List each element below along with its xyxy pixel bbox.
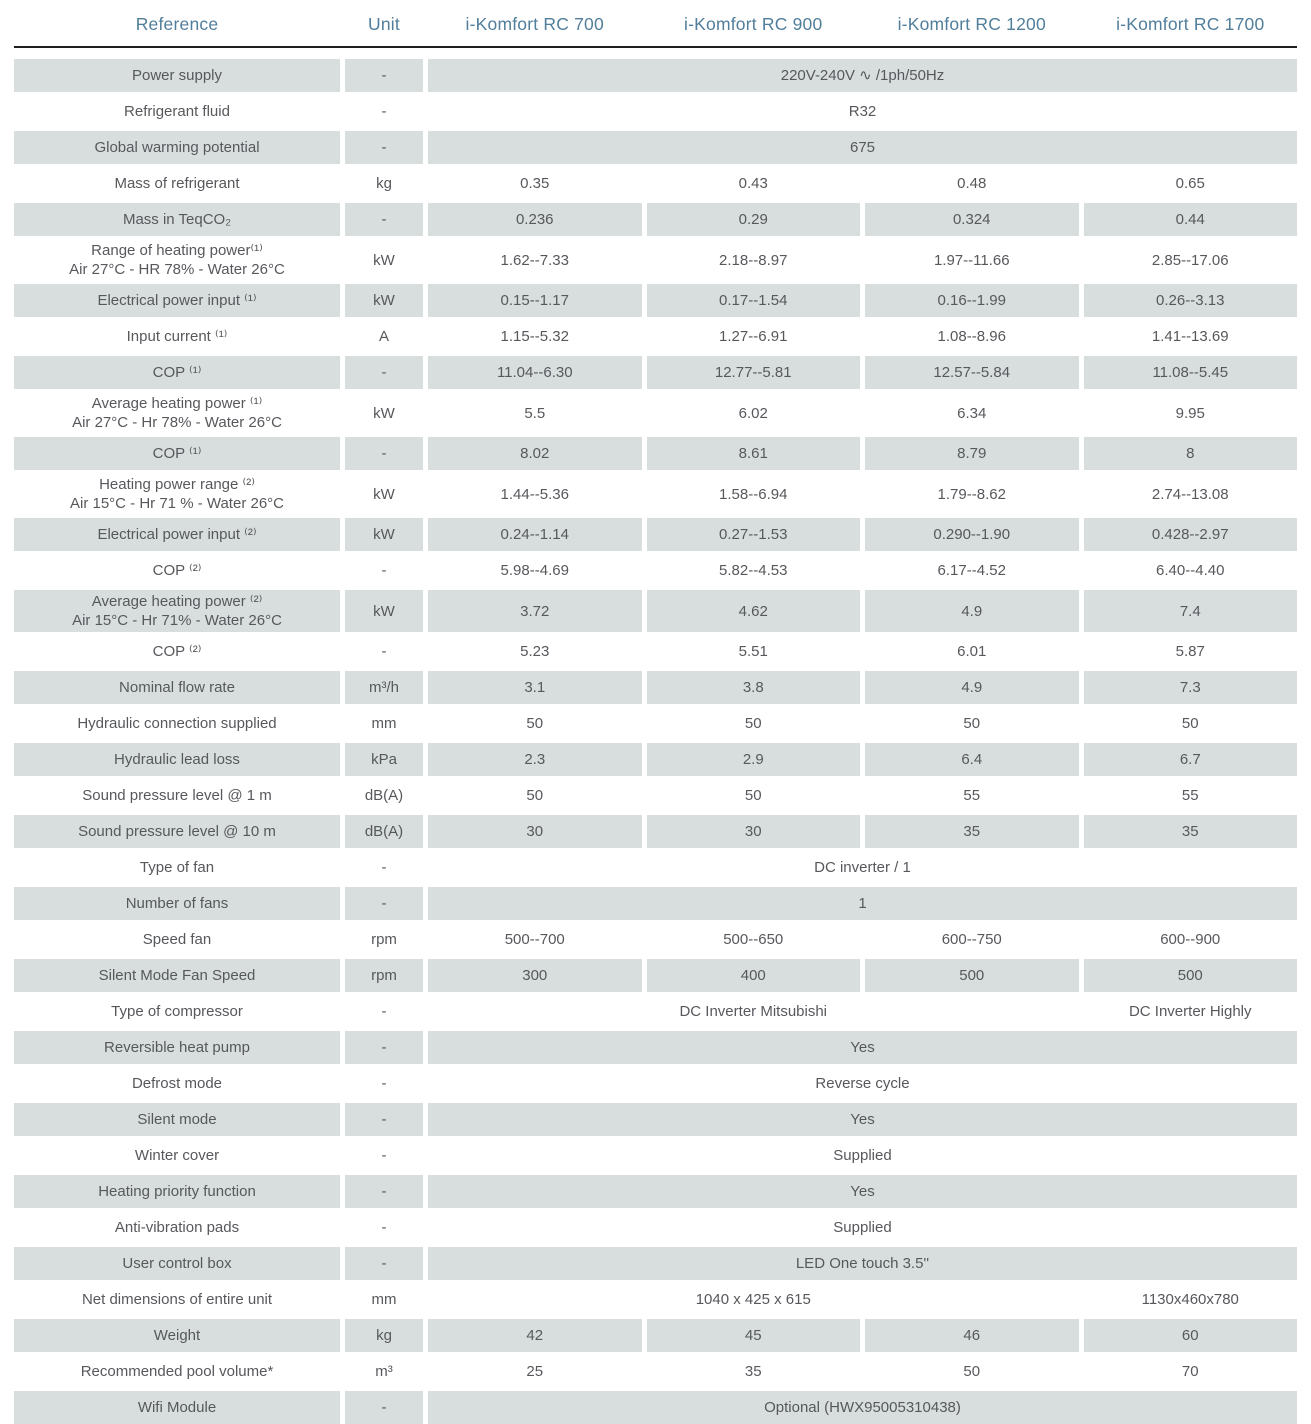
table-row	[14, 437, 1297, 470]
row-label	[14, 887, 340, 920]
row-label-line1: Sound pressure level @ 1 m	[82, 787, 272, 804]
row-value: 25	[526, 1363, 544, 1380]
row-value: 0.65	[1175, 175, 1205, 192]
row-label-line1: Power supply	[131, 67, 223, 84]
row-value: 6.34	[957, 404, 987, 422]
row-value: 2.85--17.06	[1151, 251, 1229, 269]
row-unit: -	[345, 437, 423, 470]
table-row	[14, 554, 1297, 587]
row-value: 1.15--5.32	[500, 328, 569, 345]
row-label	[14, 1175, 340, 1208]
row-value: 11.04--6.30	[428, 356, 642, 389]
row-value: 5.87	[1175, 643, 1205, 660]
row-unit: kW	[373, 485, 395, 503]
column-header-unit: Unit	[368, 13, 400, 34]
table-row	[14, 167, 1297, 200]
row-value: 30	[647, 815, 861, 848]
row-value: 60	[1084, 1319, 1298, 1352]
table-row	[14, 923, 1297, 956]
row-value: 50	[526, 787, 544, 804]
row-label-line1: Average heating power ⁽¹⁾	[91, 395, 263, 412]
row-unit: kW	[345, 518, 423, 551]
row-label	[14, 1319, 340, 1352]
row-label-line1: Mass in TeqCO₂	[122, 211, 232, 228]
row-value: 0.428--2.97	[1084, 518, 1298, 551]
row-label	[14, 1211, 340, 1244]
row-unit: -	[381, 1219, 387, 1236]
row-unit: -	[381, 562, 387, 579]
row-value: 500	[1084, 959, 1298, 992]
table-row	[14, 671, 1297, 704]
row-unit: m³	[375, 1363, 393, 1380]
row-unit: kPa	[345, 743, 423, 776]
row-value: 1.62--7.33	[500, 251, 569, 269]
row-unit: kg	[345, 1319, 423, 1352]
table-row	[14, 1067, 1297, 1100]
row-value: 46	[865, 1319, 1079, 1352]
table-row	[14, 95, 1297, 128]
row-value: 500	[865, 959, 1079, 992]
row-label-line1: Speed fan	[142, 931, 212, 948]
table-row	[14, 851, 1297, 884]
row-unit: -	[381, 1003, 387, 1020]
row-label	[14, 356, 340, 389]
row-value: 5.51	[738, 643, 768, 660]
row-label	[14, 923, 340, 956]
row-unit: -	[345, 1391, 423, 1424]
row-label-line1: Winter cover	[134, 1147, 220, 1164]
row-label	[14, 707, 340, 740]
row-label-line1: Wifi Module	[137, 1399, 217, 1416]
row-value: 8.79	[865, 437, 1079, 470]
row-value: 2.9	[647, 743, 861, 776]
row-unit: -	[345, 1175, 423, 1208]
table-row	[14, 518, 1297, 551]
row-value: 0.43	[738, 175, 768, 192]
row-label	[14, 635, 340, 668]
row-value: 0.324	[865, 203, 1079, 236]
row-value: 4.62	[647, 590, 861, 632]
row-value: 2.3	[428, 743, 642, 776]
row-label-line1: COP ⁽²⁾	[152, 562, 202, 579]
row-value-merged: Supplied	[833, 1219, 892, 1236]
row-unit: kg	[376, 175, 392, 192]
row-value: 6.17--4.52	[937, 562, 1006, 579]
row-unit: -	[381, 643, 387, 660]
row-value: 0.24--1.14	[428, 518, 642, 551]
row-value: 0.16--1.99	[865, 284, 1079, 317]
row-label-line1: Reversible heat pump	[104, 1039, 250, 1056]
row-value: 4.9	[865, 671, 1079, 704]
row-value: 1.79--8.62	[937, 485, 1006, 503]
row-value: 0.44	[1084, 203, 1298, 236]
row-value: 70	[1181, 1363, 1199, 1380]
row-label-line1: Nominal flow rate	[119, 679, 235, 696]
table-row	[14, 131, 1297, 164]
row-value: 55	[963, 787, 981, 804]
row-value: 55	[1181, 787, 1199, 804]
row-value: 4.9	[865, 590, 1079, 632]
row-label	[14, 437, 340, 470]
row-value: 6.4	[865, 743, 1079, 776]
row-label-line2: Air 15°C - Hr 71 % - Water 26°C	[70, 495, 284, 512]
row-label	[14, 671, 340, 704]
column-header-rc900: i-Komfort RC 900	[684, 13, 823, 34]
row-label-line1: Silent Mode Fan Speed	[98, 967, 256, 984]
row-value-merged-3col: DC Inverter Mitsubishi	[679, 1003, 828, 1020]
table-row	[14, 284, 1297, 317]
row-value: 3.8	[647, 671, 861, 704]
row-value-merged: Optional (HWX95005310438)	[428, 1391, 1297, 1424]
row-label	[14, 95, 340, 128]
row-label-line1: Number of fans	[125, 895, 229, 912]
row-label	[14, 1031, 340, 1064]
row-value-merged: LED One touch 3.5''	[428, 1247, 1297, 1280]
row-value: 2.74--13.08	[1151, 485, 1229, 503]
row-unit: mm	[371, 1291, 397, 1308]
row-value: 50	[1181, 715, 1199, 732]
row-value: 8	[1084, 437, 1298, 470]
row-value: 0.17--1.54	[647, 284, 861, 317]
row-unit: -	[345, 131, 423, 164]
row-value: 35	[865, 815, 1079, 848]
row-value-merged: Yes	[428, 1103, 1297, 1136]
row-value-merged: Yes	[428, 1031, 1297, 1064]
row-value: 500--700	[504, 931, 565, 948]
row-value: 11.08--5.45	[1084, 356, 1298, 389]
row-label	[14, 851, 340, 884]
row-unit: -	[381, 859, 387, 876]
row-value: 50	[526, 715, 544, 732]
row-value: 7.4	[1084, 590, 1298, 632]
row-label-line1: Heating power range ⁽²⁾	[99, 476, 255, 493]
table-row	[14, 320, 1297, 353]
row-value: 35	[744, 1363, 762, 1380]
row-label-line1: Electrical power input ⁽²⁾	[97, 526, 257, 543]
row-label-line1: Hydraulic lead loss	[114, 751, 240, 768]
row-label	[14, 743, 340, 776]
row-value-merged: 675	[428, 131, 1297, 164]
row-label-line1: Type of compressor	[111, 1003, 243, 1020]
row-unit: -	[345, 887, 423, 920]
row-label	[14, 59, 340, 92]
table-row	[14, 392, 1297, 434]
row-label-line2: Air 27°C - HR 78% - Water 26°C	[69, 261, 285, 278]
table-row	[14, 1211, 1297, 1244]
table-header	[14, 6, 1297, 48]
row-label	[14, 815, 340, 848]
row-label	[14, 1139, 340, 1172]
row-label-line2: Air 15°C - Hr 71% - Water 26°C	[72, 612, 282, 629]
row-unit: mm	[371, 715, 397, 732]
table-row	[14, 995, 1297, 1028]
row-label-line1: Mass of refrigerant	[114, 175, 240, 192]
row-label-line1: Sound pressure level @ 10 m	[78, 823, 276, 840]
row-value: 0.15--1.17	[428, 284, 642, 317]
row-value: 6.40--4.40	[1156, 562, 1225, 579]
row-unit: kW	[345, 284, 423, 317]
row-value-merged: R32	[848, 103, 877, 120]
row-value: 1130x460x780	[1141, 1291, 1239, 1308]
row-unit: -	[345, 1103, 423, 1136]
row-unit: -	[381, 103, 387, 120]
row-value: 3.72	[428, 590, 642, 632]
row-label	[14, 779, 340, 812]
row-value: 300	[428, 959, 642, 992]
table-row	[14, 635, 1297, 668]
row-unit: m³/h	[345, 671, 423, 704]
row-value: 600--900	[1160, 931, 1221, 948]
row-label-line1: Refrigerant fluid	[124, 103, 230, 120]
row-value: 5.5	[524, 404, 546, 422]
row-unit: -	[345, 59, 423, 92]
row-unit: -	[345, 1031, 423, 1064]
row-value: 12.77--5.81	[647, 356, 861, 389]
row-unit: -	[345, 1247, 423, 1280]
row-value-merged: 220V-240V ∿ /1ph/50Hz	[428, 59, 1297, 92]
table-row	[14, 203, 1297, 236]
row-label-line1: COP ⁽²⁾	[152, 643, 202, 660]
row-value: 7.3	[1084, 671, 1298, 704]
row-unit: dB(A)	[345, 815, 423, 848]
row-unit: -	[381, 1075, 387, 1092]
row-label-line1: Type of fan	[139, 859, 215, 876]
row-label-line1: Silent mode	[137, 1111, 217, 1128]
table-row	[14, 1355, 1297, 1388]
column-header-reference: Reference	[135, 13, 219, 34]
row-label	[14, 518, 340, 551]
column-header-rc1700: i-Komfort RC 1700	[1116, 13, 1265, 34]
row-value: 500--650	[723, 931, 784, 948]
row-label	[14, 284, 340, 317]
row-label-line1: Recommended pool volume*	[80, 1363, 274, 1380]
row-value: 6.02	[738, 404, 768, 422]
row-label-line1: Anti-vibration pads	[114, 1219, 240, 1236]
row-label-line1: User control box	[122, 1255, 232, 1272]
table-row	[14, 1103, 1297, 1136]
row-value: 1.27--6.91	[719, 328, 788, 345]
table-row	[14, 1283, 1297, 1316]
row-value: 1.41--13.69	[1151, 328, 1229, 345]
row-value: 8.02	[428, 437, 642, 470]
row-label-line1: COP ⁽¹⁾	[152, 364, 202, 381]
table-row	[14, 356, 1297, 389]
row-value: 50	[963, 715, 981, 732]
row-label-line1: Hydraulic connection supplied	[77, 715, 277, 732]
row-label	[14, 203, 340, 236]
row-value: 5.98--4.69	[500, 562, 569, 579]
row-label-line1: Heating priority function	[98, 1183, 256, 1200]
row-label	[14, 1103, 340, 1136]
row-unit: dB(A)	[364, 787, 404, 804]
row-label-line1: Input current ⁽¹⁾	[126, 328, 228, 345]
row-label-line2: Air 27°C - Hr 78% - Water 26°C	[72, 414, 282, 431]
row-value: 0.29	[647, 203, 861, 236]
row-label-line1: Defrost mode	[131, 1075, 223, 1092]
table-row	[14, 473, 1297, 515]
row-label-line1: Range of heating power⁽¹⁾	[91, 242, 263, 259]
row-label	[14, 1283, 340, 1316]
row-label	[14, 590, 340, 632]
row-label	[14, 320, 340, 353]
row-value: 6.01	[957, 643, 987, 660]
table-row	[14, 1139, 1297, 1172]
row-unit: kW	[373, 404, 395, 422]
row-value: DC Inverter Highly	[1128, 1003, 1252, 1020]
row-value: 1.08--8.96	[937, 328, 1006, 345]
row-unit: -	[381, 1147, 387, 1164]
table-row	[14, 59, 1297, 92]
row-label	[14, 131, 340, 164]
row-label	[14, 473, 340, 515]
row-value-merged-3col: 1040 x 425 x 615	[695, 1291, 811, 1308]
table-row	[14, 743, 1297, 776]
table-row	[14, 707, 1297, 740]
row-value: 0.27--1.53	[647, 518, 861, 551]
row-value: 0.48	[957, 175, 987, 192]
row-value: 35	[1084, 815, 1298, 848]
row-label	[14, 1355, 340, 1388]
table-row	[14, 887, 1297, 920]
row-value: 1.97--11.66	[933, 251, 1010, 269]
row-value-merged: DC inverter / 1	[814, 859, 911, 876]
row-label	[14, 167, 340, 200]
row-value-merged: Yes	[428, 1175, 1297, 1208]
row-unit: -	[345, 203, 423, 236]
row-value: 12.57--5.84	[865, 356, 1079, 389]
table-row	[14, 815, 1297, 848]
row-value: 42	[428, 1319, 642, 1352]
row-value: 50	[744, 787, 762, 804]
table-row	[14, 590, 1297, 632]
row-value: 8.61	[647, 437, 861, 470]
row-label	[14, 392, 340, 434]
row-value: 400	[647, 959, 861, 992]
table-row	[14, 959, 1297, 992]
row-unit: rpm	[371, 931, 397, 948]
table-row	[14, 779, 1297, 812]
row-value: 600--750	[941, 931, 1002, 948]
spec-table-body	[14, 59, 1297, 1424]
table-row	[14, 1391, 1297, 1424]
row-label-line1: COP ⁽¹⁾	[152, 445, 202, 462]
row-value: 5.82--4.53	[719, 562, 788, 579]
row-unit: kW	[373, 251, 395, 269]
row-value: 50	[744, 715, 762, 732]
row-value-merged: Supplied	[833, 1147, 892, 1164]
row-value: 6.7	[1084, 743, 1298, 776]
row-value: 5.23	[520, 643, 550, 660]
row-value-merged: 1	[428, 887, 1297, 920]
row-value: 50	[963, 1363, 981, 1380]
row-label	[14, 239, 340, 281]
row-value: 2.18--8.97	[719, 251, 788, 269]
row-label-line1: Electrical power input ⁽¹⁾	[97, 292, 257, 309]
row-label	[14, 959, 340, 992]
row-value: 3.1	[428, 671, 642, 704]
row-value: 0.26--3.13	[1084, 284, 1298, 317]
row-value: 1.58--6.94	[719, 485, 788, 503]
table-row	[14, 1247, 1297, 1280]
table-row	[14, 1031, 1297, 1064]
row-label	[14, 995, 340, 1028]
table-row	[14, 1175, 1297, 1208]
row-label	[14, 1067, 340, 1100]
row-label-line1: Average heating power ⁽²⁾	[91, 593, 263, 610]
spec-table	[14, 0, 1297, 1424]
row-unit: kW	[345, 590, 423, 632]
table-row	[14, 1319, 1297, 1352]
row-label-line1: Global warming potential	[94, 139, 260, 156]
column-header-rc1200: i-Komfort RC 1200	[897, 13, 1046, 34]
row-value-merged: Reverse cycle	[815, 1075, 910, 1092]
row-value: 9.95	[1175, 404, 1205, 422]
row-unit: -	[345, 356, 423, 389]
row-unit: rpm	[345, 959, 423, 992]
row-label	[14, 1391, 340, 1424]
row-value: 1.44--5.36	[500, 485, 569, 503]
row-value: 0.236	[428, 203, 642, 236]
table-row	[14, 239, 1297, 281]
row-label	[14, 1247, 340, 1280]
row-value: 0.290--1.90	[865, 518, 1079, 551]
column-header-rc700: i-Komfort RC 700	[465, 13, 604, 34]
row-label-line1: Net dimensions of entire unit	[81, 1291, 273, 1308]
row-value: 0.35	[520, 175, 550, 192]
row-unit: A	[378, 328, 389, 345]
row-value: 45	[647, 1319, 861, 1352]
row-label	[14, 554, 340, 587]
row-value: 30	[428, 815, 642, 848]
row-label-line1: Weight	[153, 1327, 201, 1344]
